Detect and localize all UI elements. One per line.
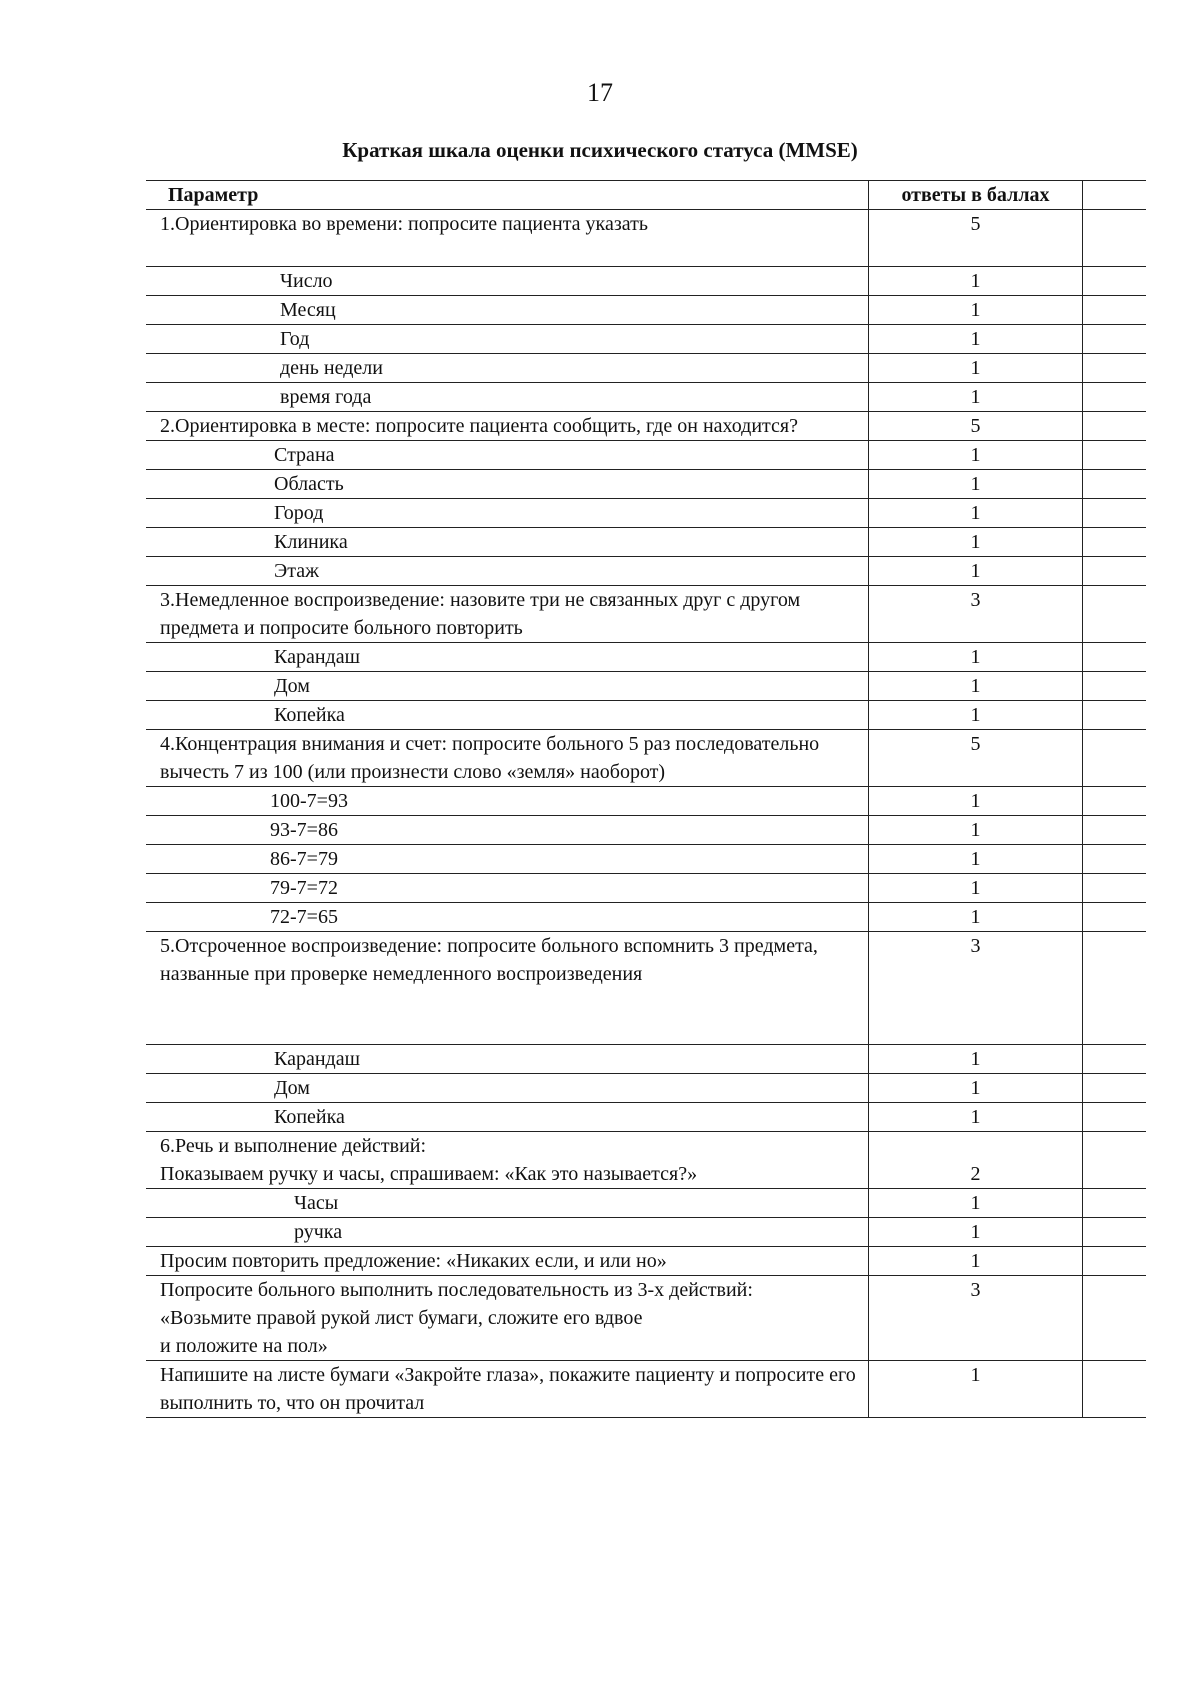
row-parameter-item: 79-7=72 — [270, 877, 338, 899]
row-extra-cell — [1083, 816, 1147, 845]
row-score: 2 — [869, 1132, 1083, 1189]
row-extra-cell — [1083, 1361, 1147, 1418]
row-score: 3 — [869, 1276, 1083, 1361]
row-score: 1 — [869, 816, 1083, 845]
table-row — [146, 932, 1146, 1045]
row-extra-cell — [1083, 499, 1147, 528]
row-extra-cell — [1083, 296, 1147, 325]
row-score: 1 — [869, 845, 1083, 874]
row-extra-cell — [1083, 441, 1147, 470]
row-extra-cell — [1083, 412, 1147, 441]
table-row — [146, 210, 1146, 267]
row-score: 1 — [869, 903, 1083, 932]
table-row — [146, 1074, 1146, 1103]
row-parameter-section: 6.Речь и выполнение действий: Показываем ручку и часы, спрашиваем: «Как это называется?» — [160, 1135, 698, 1185]
row-extra-cell — [1083, 354, 1147, 383]
row-score: 1 — [869, 296, 1083, 325]
table-row — [146, 557, 1146, 586]
row-parameter-item: 72-7=65 — [270, 906, 338, 928]
row-parameter-item: Копейка — [274, 704, 345, 726]
row-score: 1 — [869, 787, 1083, 816]
row-extra-cell — [1083, 1103, 1147, 1132]
table-row — [146, 470, 1146, 499]
table-row — [146, 730, 1146, 787]
row-parameter-item: Копейка — [274, 1106, 345, 1128]
row-extra-cell — [1083, 1132, 1147, 1189]
row-score: 1 — [869, 325, 1083, 354]
row-parameter-item: Клиника — [274, 531, 348, 553]
table-row — [146, 816, 1146, 845]
table-row — [146, 1247, 1146, 1276]
header-parameter: Параметр — [168, 184, 259, 206]
row-parameter-item: Карандаш — [274, 646, 360, 668]
row-parameter-section: Напишите на листе бумаги «Закройте глаза», покажите пациенту и попросите его выполнить то, что он прочитал — [160, 1364, 856, 1414]
row-extra-cell — [1083, 557, 1147, 586]
table-header-row — [146, 181, 1146, 210]
row-extra-cell — [1083, 325, 1147, 354]
table-row — [146, 903, 1146, 932]
row-parameter-item: Месяц — [280, 299, 336, 321]
row-score: 1 — [869, 1189, 1083, 1218]
row-parameter-item: Этаж — [274, 560, 319, 582]
row-score: 1 — [869, 1103, 1083, 1132]
row-extra-cell — [1083, 1247, 1147, 1276]
row-score: 1 — [869, 643, 1083, 672]
row-score: 5 — [869, 730, 1083, 787]
table-row — [146, 267, 1146, 296]
table-row — [146, 1189, 1146, 1218]
row-parameter-section: 2.Ориентировка в месте: попросите пациента сообщить, где он находится? — [160, 415, 798, 437]
row-parameter-section: Попросите больного выполнить последовательность из 3-х действий: «Возьмите правой рукой лист бумаги, сложите его вдвое и положите на пол» — [160, 1279, 753, 1357]
row-parameter-item: Год — [280, 328, 310, 350]
row-score: 1 — [869, 1247, 1083, 1276]
table-row — [146, 586, 1146, 643]
row-parameter-item: ручка — [294, 1221, 343, 1243]
table-row — [146, 1361, 1146, 1418]
row-parameter-item: 100-7=93 — [270, 790, 348, 812]
row-extra-cell — [1083, 586, 1147, 643]
table-row — [146, 845, 1146, 874]
row-extra-cell — [1083, 470, 1147, 499]
table-row — [146, 672, 1146, 701]
table-row — [146, 643, 1146, 672]
table-row — [146, 499, 1146, 528]
mmse-table — [146, 180, 1146, 1418]
row-extra-cell — [1083, 845, 1147, 874]
row-parameter-item: 93-7=86 — [270, 819, 338, 841]
row-score: 5 — [869, 412, 1083, 441]
row-score: 5 — [869, 210, 1083, 267]
row-score: 1 — [869, 874, 1083, 903]
row-score: 1 — [869, 672, 1083, 701]
row-score: 1 — [869, 1218, 1083, 1247]
row-parameter-section: 3.Немедленное воспроизведение: назовите три не связанных друг с другом предмета и попросите больного повторить — [160, 589, 801, 639]
row-extra-cell — [1083, 643, 1147, 672]
row-extra-cell — [1083, 903, 1147, 932]
row-parameter-item: день недели — [280, 357, 383, 379]
row-extra-cell — [1083, 383, 1147, 412]
header-score: ответы в баллах — [869, 181, 1083, 210]
row-extra-cell — [1083, 787, 1147, 816]
row-extra-cell — [1083, 701, 1147, 730]
table-row — [146, 701, 1146, 730]
row-score: 1 — [869, 267, 1083, 296]
row-extra-cell — [1083, 528, 1147, 557]
row-extra-cell — [1083, 1045, 1147, 1074]
row-score: 1 — [869, 1074, 1083, 1103]
row-score: 1 — [869, 354, 1083, 383]
row-score: 1 — [869, 470, 1083, 499]
row-parameter-item: Город — [274, 502, 324, 524]
row-score: 3 — [869, 932, 1083, 1045]
table-row — [146, 354, 1146, 383]
row-extra-cell — [1083, 1218, 1147, 1247]
row-score: 1 — [869, 528, 1083, 557]
document-title: Краткая шкала оценки психического статуса (MMSE) — [342, 138, 858, 162]
row-parameter-item: Число — [280, 270, 333, 292]
row-extra-cell — [1083, 1276, 1147, 1361]
row-extra-cell — [1083, 730, 1147, 787]
header-extra — [1083, 181, 1147, 210]
table-row — [146, 1276, 1146, 1361]
row-extra-cell — [1083, 874, 1147, 903]
page-number: 17 — [587, 78, 613, 107]
row-parameter-item: Часы — [294, 1192, 339, 1214]
row-extra-cell — [1083, 1074, 1147, 1103]
row-score: 1 — [869, 441, 1083, 470]
table-row — [146, 787, 1146, 816]
row-extra-cell — [1083, 672, 1147, 701]
table-row — [146, 412, 1146, 441]
table-row — [146, 1103, 1146, 1132]
table-row — [146, 874, 1146, 903]
row-parameter-item: Дом — [274, 1077, 310, 1099]
row-parameter-section: 5.Отсроченное воспроизведение: попросите больного вспомнить 3 предмета, названные при проверке немедленного воспроизведения — [160, 935, 818, 985]
row-score: 1 — [869, 499, 1083, 528]
row-score: 1 — [869, 383, 1083, 412]
row-parameter-section: 1.Ориентировка во времени: попросите пациента указать — [160, 213, 648, 235]
row-parameter-section: 4.Концентрация внимания и счет: попросите больного 5 раз последовательно вычесть 7 из 100 (или произнести слово «земля» наоборот) — [160, 733, 820, 783]
row-extra-cell — [1083, 1189, 1147, 1218]
table-row — [146, 325, 1146, 354]
table-row — [146, 383, 1146, 412]
row-extra-cell — [1083, 932, 1147, 1045]
row-score: 3 — [869, 586, 1083, 643]
row-parameter-item: Страна — [274, 444, 335, 466]
row-parameter-item: Дом — [274, 675, 310, 697]
table-body — [146, 210, 1146, 1418]
row-parameter-item: Карандаш — [274, 1048, 360, 1070]
row-parameter-section: Просим повторить предложение: «Никаких если, и или но» — [160, 1250, 667, 1272]
row-extra-cell — [1083, 267, 1147, 296]
table-row — [146, 1045, 1146, 1074]
row-parameter-item: время года — [280, 386, 372, 408]
row-score: 1 — [869, 701, 1083, 730]
row-parameter-item: Область — [274, 473, 344, 495]
table-row — [146, 296, 1146, 325]
table-row — [146, 1218, 1146, 1247]
table-row — [146, 1132, 1146, 1189]
row-extra-cell — [1083, 210, 1147, 267]
row-score: 1 — [869, 557, 1083, 586]
table-row — [146, 441, 1146, 470]
table-row — [146, 528, 1146, 557]
row-score: 1 — [869, 1361, 1083, 1418]
row-score: 1 — [869, 1045, 1083, 1074]
row-parameter-item: 86-7=79 — [270, 848, 338, 870]
